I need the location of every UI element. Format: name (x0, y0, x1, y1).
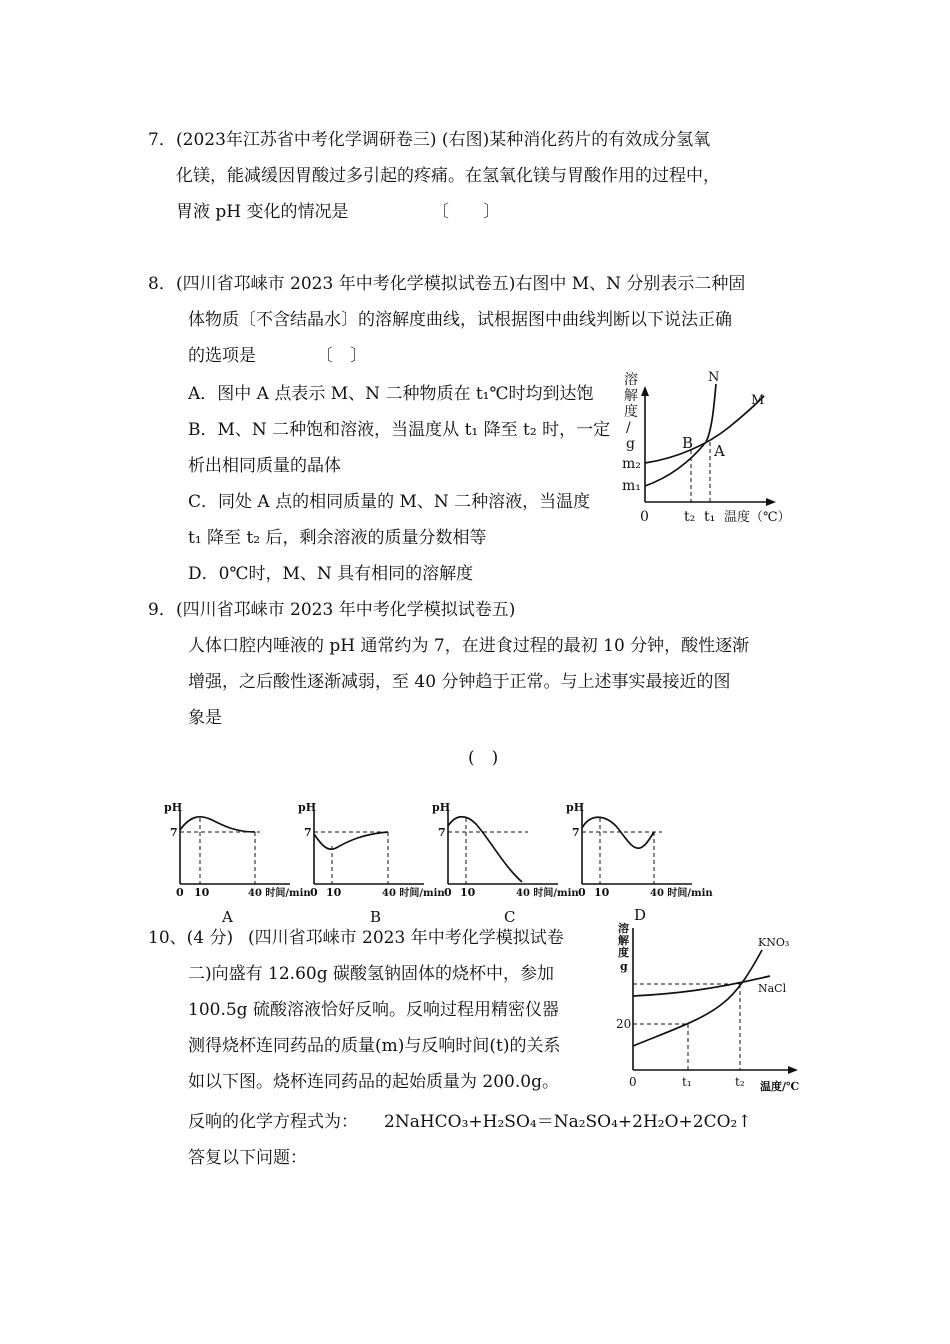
q10-graph-ylabel-2: 解 (618, 934, 629, 947)
q10-line-4: 测得烧杯连同药品的质量(m)与反响时间(t)的关系 (188, 1036, 561, 1056)
q10-graph-t1: t₁ (682, 1075, 692, 1089)
q9-graph-c-xend: 40 时间/min (516, 888, 579, 899)
q8-curve-n (645, 384, 716, 486)
q8-graph-xlabel: 温度（℃） (724, 510, 791, 525)
q9-line-4: 象是 (188, 708, 222, 728)
q10-line-2: 二)向盛有 12.60g 碳酸氢钠固体的烧杯中，参加 (188, 964, 554, 984)
q8-number: 8． (148, 274, 176, 294)
q9-graph-d-ylabel: pH (566, 801, 585, 814)
q9-graph-c-y7: 7 (438, 826, 446, 839)
q8-line-1: (四川省邛崃市 2023 年中考化学模拟试卷五)右图中 M、N 分别表示二种固 (176, 274, 746, 294)
q9-graph-d (562, 796, 712, 928)
q8-graph-ylabel-3: 度 (624, 404, 638, 420)
q8-option-c-line-2: t₁ 降至 t₂ 后，剩余溶液的质量分数相等 (188, 528, 487, 548)
q10-solubility-graph (612, 920, 812, 1092)
q8-option-d: D．0℃时，M、N 具有相同的溶解度 (188, 564, 474, 584)
q9-graph-b (294, 796, 444, 928)
q9-graph-a-xend: 40 时间/min (248, 888, 311, 899)
q9-graph-b-y7: 7 (304, 826, 312, 839)
q9-graph-c-letter: C (504, 908, 516, 926)
q10-number: 10、(4 分) (148, 928, 234, 948)
q10-graph-t2: t₂ (735, 1075, 745, 1089)
q10-chemical-equation: 2NaHCO₃+H₂SO₄＝Na₂SO₄+2H₂O+2CO₂↑ (384, 1112, 752, 1132)
q8-option-b-line-1: B．M、N 二种饱和溶液，当温度从 t₁ 降至 t₂ 时，一定 (188, 420, 611, 440)
q8-option-a: A．图中 A 点表示 M、N 二种物质在 t₁℃时均到达饱 (188, 384, 594, 404)
q9-graph-a (160, 796, 310, 928)
q9-graph-c-x0: 0 (444, 886, 452, 899)
q8-curve-n-label: N (708, 370, 720, 385)
q9-graph-a-y7: 7 (170, 826, 178, 839)
q8-graph-ylabel-2: 解 (624, 388, 638, 404)
q8-graph-ylabel-5: g (626, 436, 635, 452)
q9-graph-d-letter: D (634, 906, 647, 924)
q9-line-1: (四川省邛崃市 2023 年中考化学模拟试卷五) (176, 600, 516, 620)
q10-kno3-label: KNO₃ (758, 936, 790, 949)
q7-line-1: (2023年江苏省中考化学调研卷三) (右图)某种消化药片的有效成分氢氧 (176, 130, 711, 150)
q8-solubility-graph (618, 368, 798, 528)
q8-graph-m2: m₂ (622, 456, 641, 472)
q10-line-3: 100.5g 硫酸溶液恰好反响。反响过程用精密仪器 (188, 1000, 559, 1020)
q10-graph-ylabel-4: g (620, 960, 628, 973)
q8-line-3: 的选项是 (188, 346, 256, 366)
q8-curve-m (645, 396, 764, 463)
q9-graph-a-x10: 10 (194, 886, 210, 899)
q8-point-a-label: A (714, 442, 725, 460)
q10-line-1: (四川省邛崃市 2023 年中考化学模拟试卷 (248, 928, 564, 948)
q10-graph-xlabel: 温度/℃ (760, 1080, 800, 1093)
q9-graph-b-x10: 10 (326, 886, 342, 899)
q9-graph-a-x0: 0 (176, 886, 184, 899)
q9-graph-d-xend: 40 时间/min (650, 888, 713, 899)
q7-number: 7． (148, 130, 176, 150)
q10-curve-kno3 (633, 950, 762, 1046)
q8-graph-x-arrow (766, 498, 776, 506)
q8-graph-ylabel-1: 溶 (624, 372, 638, 388)
q8-graph-y-arrow (641, 386, 649, 396)
q8-option-b-line-2: 析出相同质量的晶体 (188, 456, 341, 476)
q10-curve-nacl (633, 976, 770, 996)
q7-line-3: 胃液 pH 变化的情况是 (176, 202, 349, 222)
q10-line-5: 如以下图。烧杯连同药品的起始质量为 200.0g。 (188, 1072, 559, 1092)
q9-graph-d-x10: 10 (594, 886, 610, 899)
q9-answer-paren: ( ) (468, 748, 499, 768)
q7-line-2: 化镁，能减缓因胃酸过多引起的疼痛。在氢氧化镁与胃酸作用的过程中， (176, 166, 720, 186)
q8-graph-ylabel-4: / (626, 420, 631, 436)
q10-graph-origin: 0 (629, 1075, 637, 1089)
q8-option-c-line-1: C．同处 A 点的相同质量的 M、N 二种溶液，当温度 (188, 492, 591, 512)
q9-graph-c (428, 796, 578, 928)
q10-graph-y20: 20 (616, 1017, 632, 1031)
q9-graph-b-xend: 40 时间/min (382, 888, 445, 899)
q8-graph-origin: 0 (640, 509, 649, 525)
q8-curve-m-label: M (751, 393, 765, 408)
q10-graph-ylabel-1: 溶 (618, 922, 629, 935)
q9-graph-b-letter: B (370, 908, 382, 926)
q9-line-3: 增强，之后酸性逐渐减弱，至 40 分钟趋于正常。与上述事实最接近的图 (188, 672, 731, 692)
q9-number: 9． (148, 600, 176, 620)
q9-graph-b-x0: 0 (310, 886, 318, 899)
q9-graph-a-ylabel: pH (164, 801, 183, 814)
q10-nacl-label: NaCl (758, 982, 787, 995)
q7-answer-paren: 〔 〕 (432, 202, 500, 222)
q9-graph-a-letter: A (222, 908, 233, 926)
q8-graph-t2: t₂ (684, 509, 696, 525)
q9-graph-c-x10: 10 (460, 886, 476, 899)
q8-line-2: 体物质〔不含结晶水〕的溶解度曲线，试根据图中曲线判断以下说法正确 (188, 310, 732, 330)
q9-line-2: 人体口腔内唾液的 pH 通常约为 7，在进食过程的最初 10 分钟，酸性逐渐 (188, 636, 750, 656)
q10-line-7: 答复以下问题： (188, 1148, 307, 1168)
q10-graph-ylabel-3: 度 (618, 946, 629, 959)
q10-line-6-label: 反响的化学方程式为： (188, 1112, 358, 1132)
q9-graph-d-x0: 0 (578, 886, 586, 899)
q8-point-b-label: B (682, 434, 694, 452)
q9-graph-d-y7: 7 (572, 826, 580, 839)
q8-graph-m1: m₁ (622, 478, 641, 494)
q8-graph-t1: t₁ (704, 509, 716, 525)
q9-graph-c-ylabel: pH (432, 801, 451, 814)
q8-answer-paren: 〔 〕 (316, 346, 367, 366)
q9-graph-b-ylabel: pH (298, 801, 317, 814)
